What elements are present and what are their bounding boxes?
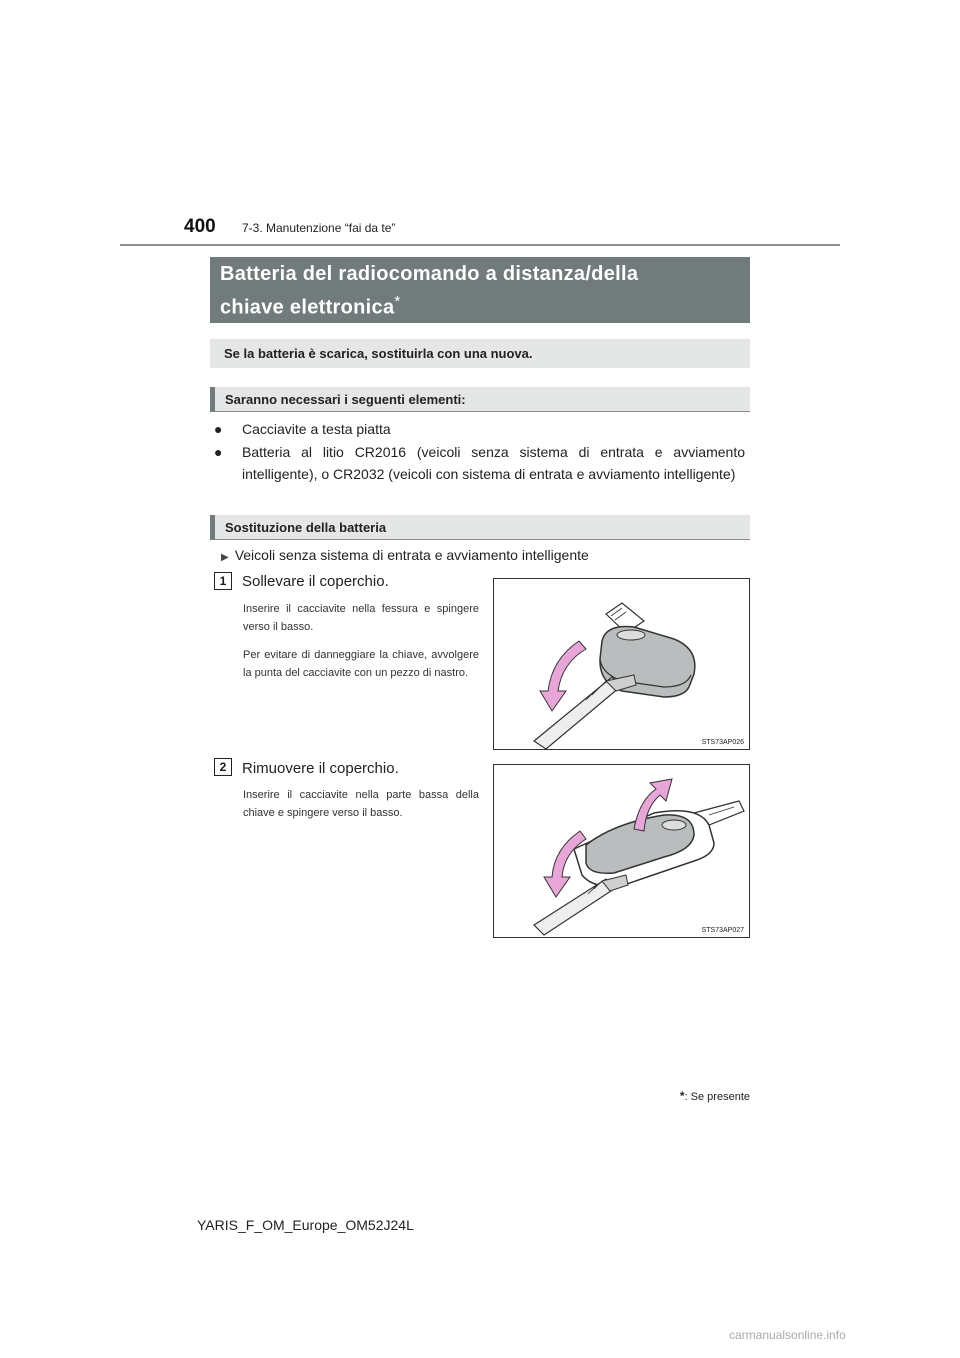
vehicle-subheading: [221, 547, 589, 563]
section-title: 7-3. Manutenzione “fai da te”: [242, 221, 396, 235]
page-title-box: [210, 257, 750, 323]
step-number-2: 2: [214, 758, 232, 776]
title-asterisk: *: [394, 293, 401, 310]
page-number: 400: [184, 216, 216, 237]
needed-item: [214, 418, 745, 440]
key-screwdriver-illustration: [494, 579, 749, 749]
figure-code: STS73AP027: [701, 927, 744, 934]
figure-code: STS73AP026: [701, 739, 744, 746]
step-1-note: Inserire il cacciavite nella fessura e spingere verso il basso.: [243, 603, 479, 633]
header-rule: [120, 244, 840, 246]
step-1-note: Per evitare di danneggiare la chiave, avvolgere la punta del cacciavite con un pezzo di nastro.: [243, 649, 479, 679]
vehicle-subheading-text: Veicoli senza sistema di entrata e avviamento intelligente: [234, 547, 589, 563]
key-screwdriver-illustration: [494, 765, 749, 937]
step-2-note: Inserire il cacciavite nella parte bassa della chiave e spingere verso il basso.: [243, 789, 479, 819]
needed-item-text: Batteria al litio CR2016 (veicoli senza sistema di entrata e avviamento intelligente), o CR2032 (veicoli con sistema di entrata e avviamento intelligente): [242, 444, 745, 482]
page-title-line1: Batteria del radiocomando a distanza/della: [220, 263, 639, 285]
needed-heading: Saranno necessari i seguenti elementi:: [210, 387, 750, 412]
page-title-line2-text: chiave elettronica: [220, 296, 395, 319]
replacement-heading: Sostituzione della batteria: [210, 515, 750, 540]
needed-item: [214, 441, 745, 485]
watermark: carmanualsonline.info: [729, 1328, 846, 1342]
triangle-right-icon: ▶: [221, 552, 229, 563]
intro-banner: Se la batteria è scarica, sostituirla con una nuova.: [210, 339, 750, 368]
figure-lift-cover: [493, 578, 750, 750]
figure-remove-cover: [493, 764, 750, 938]
step-2-title: Rimuovere il coperchio.: [242, 760, 399, 777]
footer-doc-code: YARIS_F_OM_Europe_OM52J24L: [197, 1217, 414, 1233]
step-1-title: Sollevare il coperchio.: [242, 573, 389, 590]
step-number-1: 1: [214, 572, 232, 590]
bullet-dot-icon: ●: [214, 421, 223, 437]
footnote: [680, 1089, 750, 1103]
needed-item-text: Cacciavite a testa piatta: [242, 421, 391, 437]
bullet-dot-icon: ●: [214, 444, 223, 460]
footnote-text: : Se presente: [684, 1091, 750, 1103]
page-title-line2: [220, 288, 740, 322]
footnote-asterisk: *: [679, 1089, 685, 1103]
